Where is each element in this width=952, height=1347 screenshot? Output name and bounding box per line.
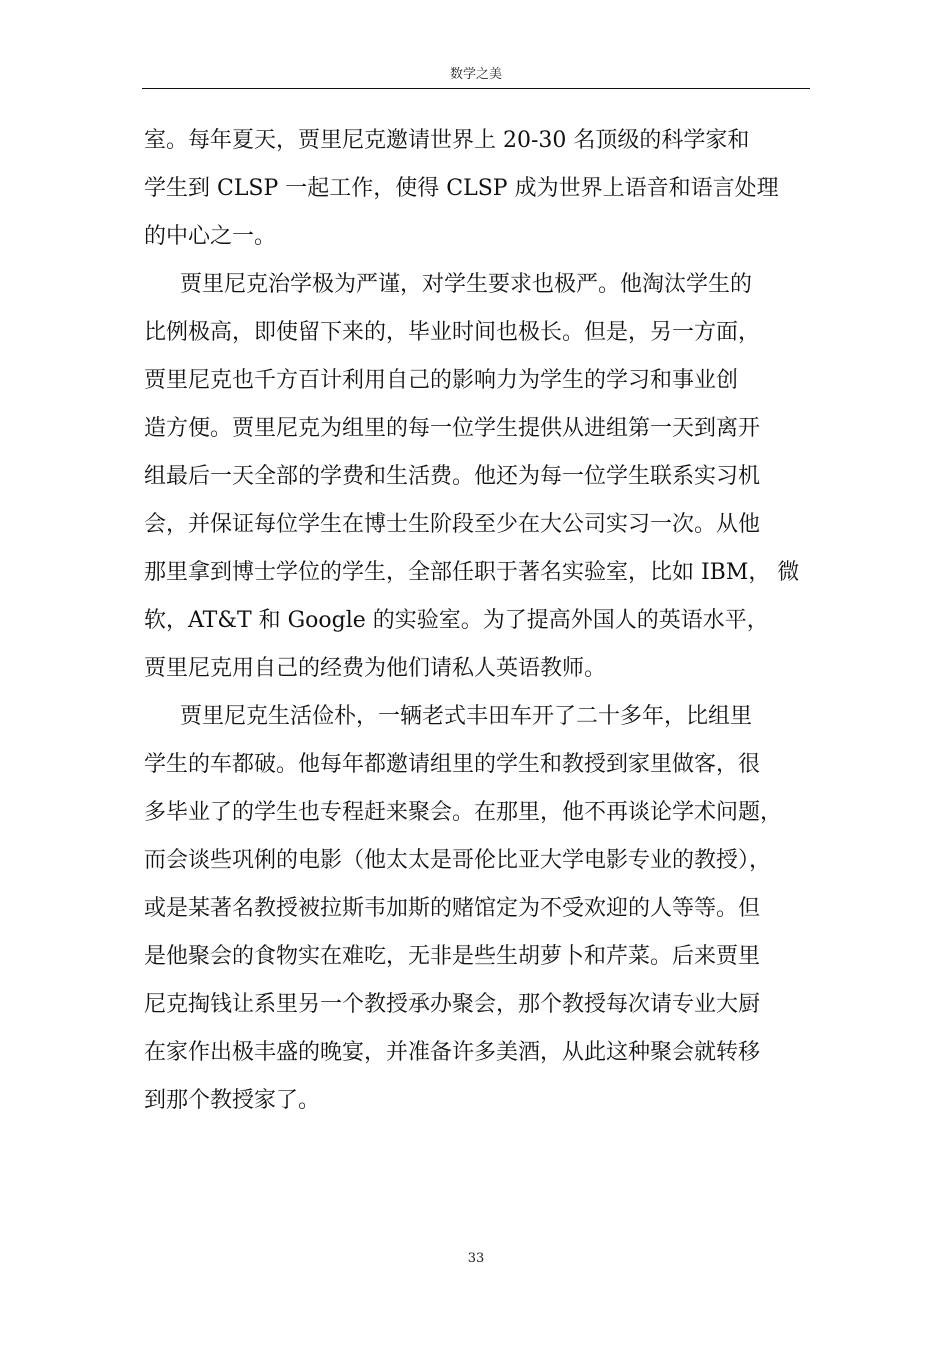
text-line: 多毕业了的学生也专程赶来聚会。在那里，他不再谈论学术问题， [144,800,783,825]
text-line: 软，AT&T 和 Google 的实验室。为了提高外国人的英语水平， [144,608,769,633]
text-line: 贾里尼克也千方百计利用自己的影响力为学生的学习和事业创 [144,368,739,393]
text-line: 到那个教授家了。 [144,1088,321,1113]
text-line: 贾里尼克用自己的经费为他们请私人英语教师。 [144,656,607,681]
text-line: 室。每年夏天，贾里尼克邀请世界上 20-30 名顶级的科学家和 [144,128,750,153]
text-line: 是他聚会的食物实在难吃，无非是些生胡萝卜和芹菜。后来贾里 [144,944,761,969]
text-line: 那里拿到博士学位的学生，全部任职于著名实验室，比如 IBM， 微 [144,560,800,585]
text-line: 尼克掏钱让系里另一个教授承办聚会，那个教授每次请专业大厨 [144,992,761,1017]
text-line: 在家作出极丰盛的晚宴，并准备许多美酒，从此这种聚会就转移 [144,1040,761,1065]
text-line: 学生的车都破。他每年都邀请组里的学生和教授到家里做客，很 [144,752,761,777]
text-line: 贾里尼克治学极为严谨，对学生要求也极严。他淘汰学生的 [180,272,753,297]
page-header-title: 数学之美 [449,67,502,82]
text-line: 造方便。贾里尼克为组里的每一位学生提供从进组第一天到离开 [144,416,761,441]
header-divider [142,88,810,89]
text-line: 比例极高，即使留下来的，毕业时间也极长。但是，另一方面， [144,320,761,345]
body-text [144,117,810,1125]
text-line: 会，并保证每位学生在博士生阶段至少在大公司实习一次。从他 [144,512,761,537]
text-line: 或是某著名教授被拉斯韦加斯的赌馆定为不受欢迎的人等等。但 [144,896,761,921]
page-number: 33 [467,1251,485,1266]
text-line: 贾里尼克生活俭朴，一辆老式丰田车开了二十多年，比组里 [180,704,753,729]
text-line: 学生到 CLSP 一起工作，使得 CLSP 成为世界上语音和语言处理 [144,176,779,201]
text-line: 组最后一天全部的学费和生活费。他还为每一位学生联系实习机 [144,464,761,489]
text-line: 的中心之一。 [144,224,277,249]
text-line: 而会谈些巩俐的电影（他太太是哥伦比亚大学电影专业的教授）， [144,848,772,873]
